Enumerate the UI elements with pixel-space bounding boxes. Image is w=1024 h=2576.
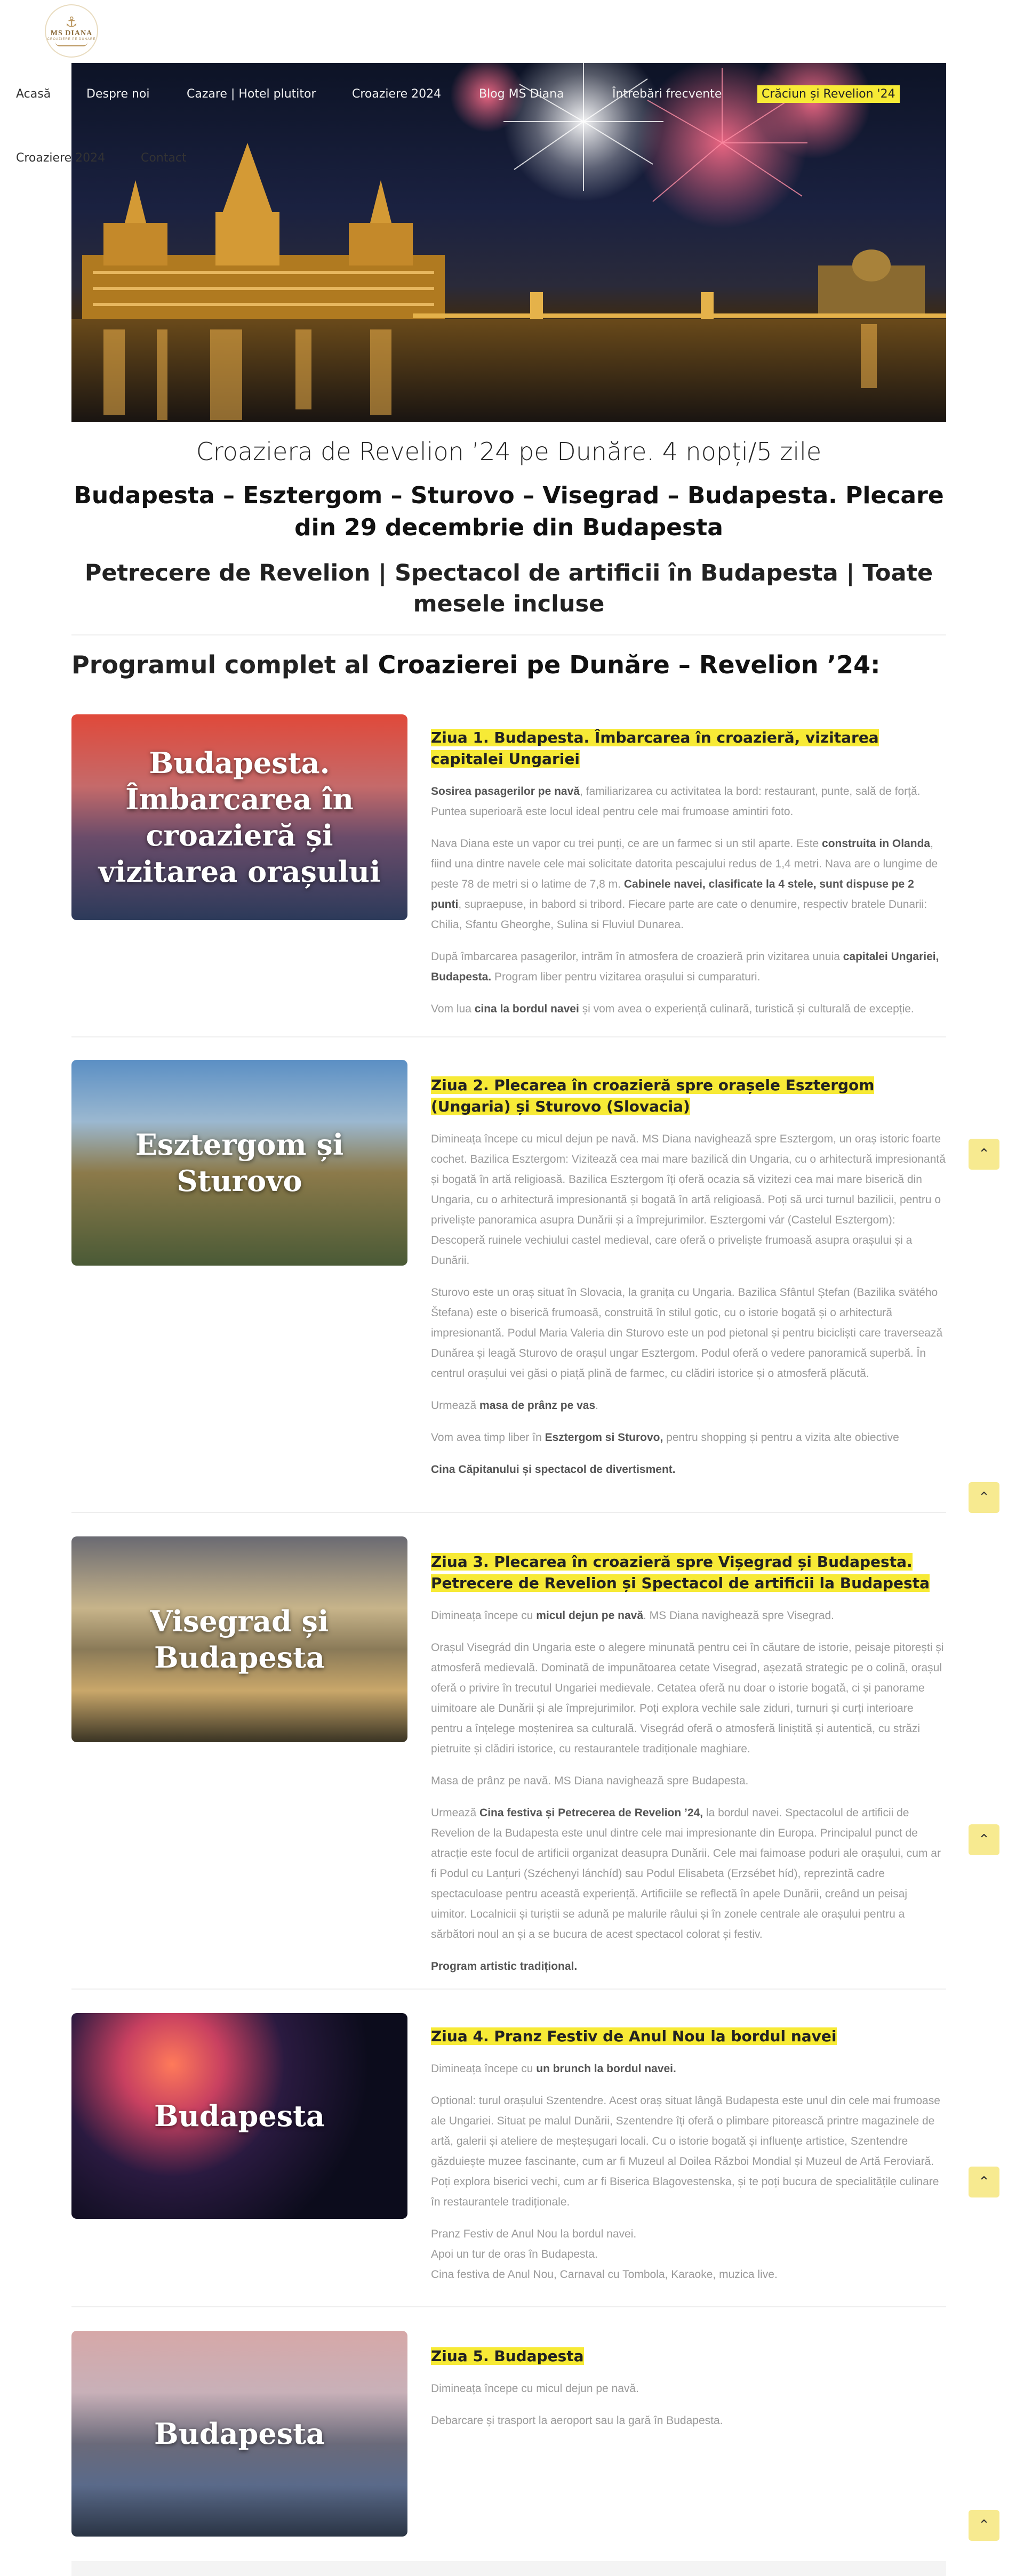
day4-image — [71, 2013, 407, 2219]
day4-p3-line2: Apoi un tur de oras în Budapesta. — [431, 2248, 598, 2260]
logo-subtitle: CROAZIERE PE DUNĂRE — [47, 38, 96, 41]
scroll-top-button[interactable] — [969, 2167, 999, 2197]
nav-item-acasa[interactable]: Acasă — [16, 87, 51, 101]
day1-p3-c: Program liber pentru vizitarea orașului si cumparaturi. — [491, 971, 761, 983]
hero-image-fireworks-budapest — [71, 63, 946, 422]
divider — [71, 634, 946, 635]
nav-item-cazare[interactable]: Cazare | Hotel plutitor — [187, 87, 316, 101]
day4-title: Ziua 4. Pranz Festiv de Anul Nou la bordul navei — [431, 2027, 837, 2045]
day1-p2-b: construita in Olanda — [822, 838, 931, 850]
nav-item-intrebari[interactable]: Întrebări frecvente — [612, 87, 722, 101]
day5-image — [71, 2331, 407, 2537]
nav-item-blog[interactable]: Blog MS Diana — [479, 87, 564, 101]
day2-p5: Cina Căpitanului și spectacol de divertisment. — [431, 1463, 676, 1476]
site-logo[interactable] — [45, 4, 98, 58]
day3-p4-b: Cina festiva și Petrecerea de Revelion ’24, — [479, 1807, 703, 1819]
day2-paragraph-1: Dimineața începe cu micul dejun pe navă. MS Diana navighează spre Esztergom, un oraș istoric foarte cochet. Bazilica Esztergom: Vizitează cea mai mare bazilică din Ungaria, cu o arhitectură impresionantă și bogată în artă religioasă. Bazilica Esztergom îți oferă ocazia să vizitezi cea mai mare biserică din Ungaria, cu o arhitectură impresionantă și bogată în artă religioasă. Poți să urci turnul bazilicii, pentru o priveliște panoramica asupra Dunării și a împrejurimilor. Esztergomi vár (Castelul Esztergom): Descoperă ruinele vechiului castel medieval, care oferă o priveliște frumoasă asupra orașului și a Dunării. — [431, 1133, 946, 1267]
day1-title: Ziua 1. Budapesta. Îmbarcarea în croazieră, vizitarea capitalei Ungariei — [431, 729, 879, 768]
day2-p4-b: Esztergom si Sturovo, — [545, 1431, 663, 1444]
nav-item-despre-noi[interactable]: Despre noi — [86, 87, 150, 101]
day3-p4-a: Urmează — [431, 1807, 480, 1819]
day3-paragraph-3: Masa de prânz pe navă. MS Diana navighează spre Budapesta. — [431, 1775, 749, 1787]
hero-illustration — [71, 63, 946, 422]
footer-band — [71, 2561, 946, 2576]
day2-content — [431, 1075, 946, 1480]
program-heading-prefix: Programul complet al — [71, 650, 378, 679]
scroll-top-button[interactable] — [969, 1139, 999, 1170]
day4-image-caption: Budapesta — [154, 2099, 325, 2133]
day3-paragraph-1 — [431, 1606, 946, 1626]
day5-title: Ziua 5. Budapesta — [431, 2347, 584, 2365]
day1-paragraph-1 — [431, 782, 946, 822]
day4-paragraph-3 — [431, 2224, 946, 2285]
cruise-title: Croaziera de Revelion ’24 pe Dunăre. 4 nopți/5 zile — [196, 437, 822, 466]
day3-title: Ziua 3. Plecarea în croazieră spre Vișegrad și Budapesta. Petrecere de Revelion și Spectacol de artificii la Budapesta — [431, 1553, 930, 1592]
day2-paragraph-4 — [431, 1428, 946, 1448]
day1-p1-text: , familiarizarea cu activitatea la bord: restaurant, punte, sală de forță. Puntea superioară este locul ideal pentru cele mai frumoase amintiri foto. — [431, 785, 921, 818]
chevron-up-icon: ⌃ — [978, 1146, 990, 1162]
day3-paragraph-2: Orașul Visegrád din Ungaria este o alegere minunată pentru cei în căutare de istorie, peisaje pitorești și atmosferă medievală. Dominată de impunătoarea cetate Visegrad, așezată strategic pe o colină, orașul oferă o privire în trecutul Ungariei medievale. Cetatea oferă nu doar o istorie bogată, ci și panorame uimitoare ale Dunării și ale împrejurimilor. Poți explora vechile sale ziduri, turnuri și curți interioare pentru a înțelege moștenirea sa culturală. Visegrád oferă o atmosferă liniștită și autentică, cu străzi pietruite și clădiri istorice, cu restaurantele tradiționale maghiare. — [431, 1641, 944, 1755]
day3-p1-b: micul dejun pe navă — [536, 1609, 644, 1622]
day1-paragraph-4 — [431, 999, 946, 1019]
day4-paragraph-2: Optional: turul orașului Szentendre. Acest oraș situat lângă Budapesta este unul din cele mai frumoase ale Ungariei. Situat pe malul Dunării, Szentendre îți oferă o plimbare pitorească printre magazinele de artă, galerii și ateliere de meșteșugari locali. Cu o istorie bogată și influențe artistice, Szentendre găzduiește muzee fascinante, cum ar fi Muzeul al Doilea Război Mondial și Muzeul de Artă Feroviară. Poți explora biserici vechi, cum ar fi Biserica Blagovestenska, și te poți bucura de specialitățile culinare în restaurantele tradiționale. — [431, 2095, 940, 2208]
day4-p1-a: Dimineața începe cu — [431, 2063, 537, 2075]
day1-content — [431, 727, 946, 1019]
day4-paragraph-1 — [431, 2059, 946, 2079]
day3-paragraph-4 — [431, 1803, 946, 1945]
scroll-top-button[interactable] — [969, 1482, 999, 1513]
day1-p4-c: și vom avea o experiență culinară, turistică și culturală de excepție. — [579, 1003, 914, 1015]
scroll-top-button[interactable] — [969, 2510, 999, 2541]
day3-p4-c: la bordul navei. Spectacolul de artificii de Revelion de la Budapesta este unul dintre cele mai impresionante din Europa. Principalul punct de atracție este focul de artificii organizat deasupra Dunării. Cele mai faimoase poduri ale orașului, cum ar fi Podul cu Lanțuri (Széchenyi lánchíd) sau Podul Elisabeta (Erzsébet híd), reprezintă cadre spectaculoase pentru această experiență. Artificiile se reflectă în apele Dunării, creând un peisaj uimitor. Localnicii și turiștii se adună pe malurile râului și în zonele centrale ale orașului pentru a sărbători noul an și a se bucura de acest spectacol colorat și festiv. — [431, 1807, 941, 1941]
day1-image — [71, 714, 407, 920]
day4-p3-line3: Cina festiva de Anul Nou, Carnaval cu Tombola, Karaoke, muzica live. — [431, 2268, 778, 2281]
program-heading — [71, 650, 881, 679]
nav-item-croaziere-2024-secondary[interactable]: Croaziere 2024 — [16, 151, 106, 165]
day1-p4-a: Vom lua — [431, 1003, 475, 1015]
day4-p3-line1: Pranz Festiv de Anul Nou la bordul navei. — [431, 2228, 637, 2240]
day1-p2-e: , supraepuse, in babord si tribord. Fiecare parte are cate o denumire, respectiv bratele Dunarii: Chilia, Sfantu Gheorghe, Sulina si Fluviul Dunarea. — [431, 898, 927, 931]
day3-paragraph-5 — [431, 1957, 946, 1977]
day5-image-caption: Budapesta — [154, 2417, 325, 2451]
day2-p4-c: pentru shopping și pentru a vizita alte obiective — [663, 1431, 899, 1444]
day1-p3-a: După îmbarcarea pasagerilor, intrăm în atmosfera de croazieră prin vizitarea unuia — [431, 951, 843, 963]
divider — [71, 1512, 946, 1513]
chevron-up-icon: ⌃ — [978, 2174, 990, 2190]
day2-image — [71, 1060, 407, 1266]
day1-p1-bold: Sosirea pasagerilor pe navă — [431, 785, 580, 798]
program-heading-bold: Croazierei pe Dunăre – Revelion ’24: — [378, 650, 881, 679]
divider — [71, 2306, 946, 2307]
nav-item-croaziere-2024[interactable]: Croaziere 2024 — [352, 87, 442, 101]
day5-paragraph-2: Debarcare și trasport la aeroport sau la gară în Budapesta. — [431, 2414, 723, 2427]
day2-p3-b: masa de prânz pe vas — [479, 1399, 596, 1412]
cruise-highlights: Petrecere de Revelion | Spectacol de artificii în Budapesta | Toate mesele incluse — [84, 560, 933, 617]
day1-p2-d: Cabinele navei, clasificate la 4 stele, sunt dispuse pe 2 punti — [431, 878, 914, 911]
day3-content — [431, 1551, 946, 1977]
day3-image-caption: Visegrad și Budapesta — [150, 1604, 329, 1675]
chevron-up-icon: ⌃ — [978, 1832, 990, 1848]
day2-paragraph-5 — [431, 1460, 946, 1480]
day1-image-caption: Budapesta. Îmbarcarea în croazieră și vizitarea orașului — [98, 746, 381, 889]
scroll-top-button[interactable] — [969, 1824, 999, 1855]
day4-content — [431, 2026, 946, 2285]
day1-paragraph-2 — [431, 834, 946, 935]
chevron-up-icon: ⌃ — [978, 1490, 990, 1506]
divider — [71, 1989, 946, 1990]
waves-icon — [55, 42, 87, 46]
day2-paragraph-3 — [431, 1396, 946, 1416]
day2-p3-c: . — [595, 1399, 598, 1412]
day3-p1-c: . MS Diana navighează spre Visegrad. — [643, 1609, 834, 1622]
day2-p4-a: Vom avea timp liber în — [431, 1431, 545, 1444]
day1-p4-b: cina la bordul navei — [474, 1003, 579, 1015]
anchor-icon: ⚓ — [65, 14, 78, 30]
day3-image — [71, 1536, 407, 1742]
day1-p2-a: Nava Diana este un vapor cu trei punți, ce are un farmec si un stil aparte. Este — [431, 838, 822, 850]
day2-paragraph-2: Sturovo este un oraș situat în Slovacia, la granița cu Ungaria. Bazilica Sfântul Ștefan (Bazilika svätého Štefana) este o biserică frumoasă, construită în stilul gotic, cu o istorie bogată și o arhitectură impresionantă. Podul Maria Valeria din Sturovo este un pod pietonal și pentru bicicliști care traversează Dunărea și leagă Sturovo de orașul ungar Esztergom. Podul oferă o vedere panoramică superbă. În centrul orașului vei găsi o piață plină de farmec, cu clădiri istorice și o atmosferă plăcută. — [431, 1286, 943, 1380]
logo-brand: MS DIANA — [50, 29, 93, 37]
nav-item-craciun-revelion[interactable]: Crăciun și Revelion '24 — [757, 85, 900, 103]
day2-title: Ziua 2. Plecarea în croazieră spre orașele Esztergom (Ungaria) și Sturovo (Slovacia) — [431, 1076, 875, 1115]
day1-p2-c: , fiind una dintre navele cele mai solicitate datorita pescajului redus de 1,4 metri. Nava are o lungime de peste 78 de metri si o latime de 7,8 m. — [431, 838, 938, 890]
day1-p3-b: capitalei Ungariei, Budapesta. — [431, 951, 939, 983]
day2-p3-a: Urmează — [431, 1399, 480, 1412]
nav-item-contact[interactable]: Contact — [141, 151, 187, 165]
day3-p5: Program artistic tradițional. — [431, 1960, 578, 1973]
day2-image-caption: Esztergom și Sturovo — [135, 1128, 344, 1198]
day4-p1-b: un brunch la bordul navei. — [536, 2063, 676, 2075]
day1-paragraph-3 — [431, 947, 946, 987]
day5-paragraph-1: Dimineața începe cu micul dejun pe navă. — [431, 2382, 639, 2395]
day3-p1-a: Dimineața începe cu — [431, 1609, 537, 1622]
chevron-up-icon: ⌃ — [978, 2517, 990, 2533]
day5-content — [431, 2346, 946, 2431]
divider — [71, 1036, 946, 1037]
cruise-route: Budapesta – Esztergom – Sturovo – Visegrad – Budapesta. Plecare din 29 decembrie din Budapesta — [74, 482, 944, 541]
